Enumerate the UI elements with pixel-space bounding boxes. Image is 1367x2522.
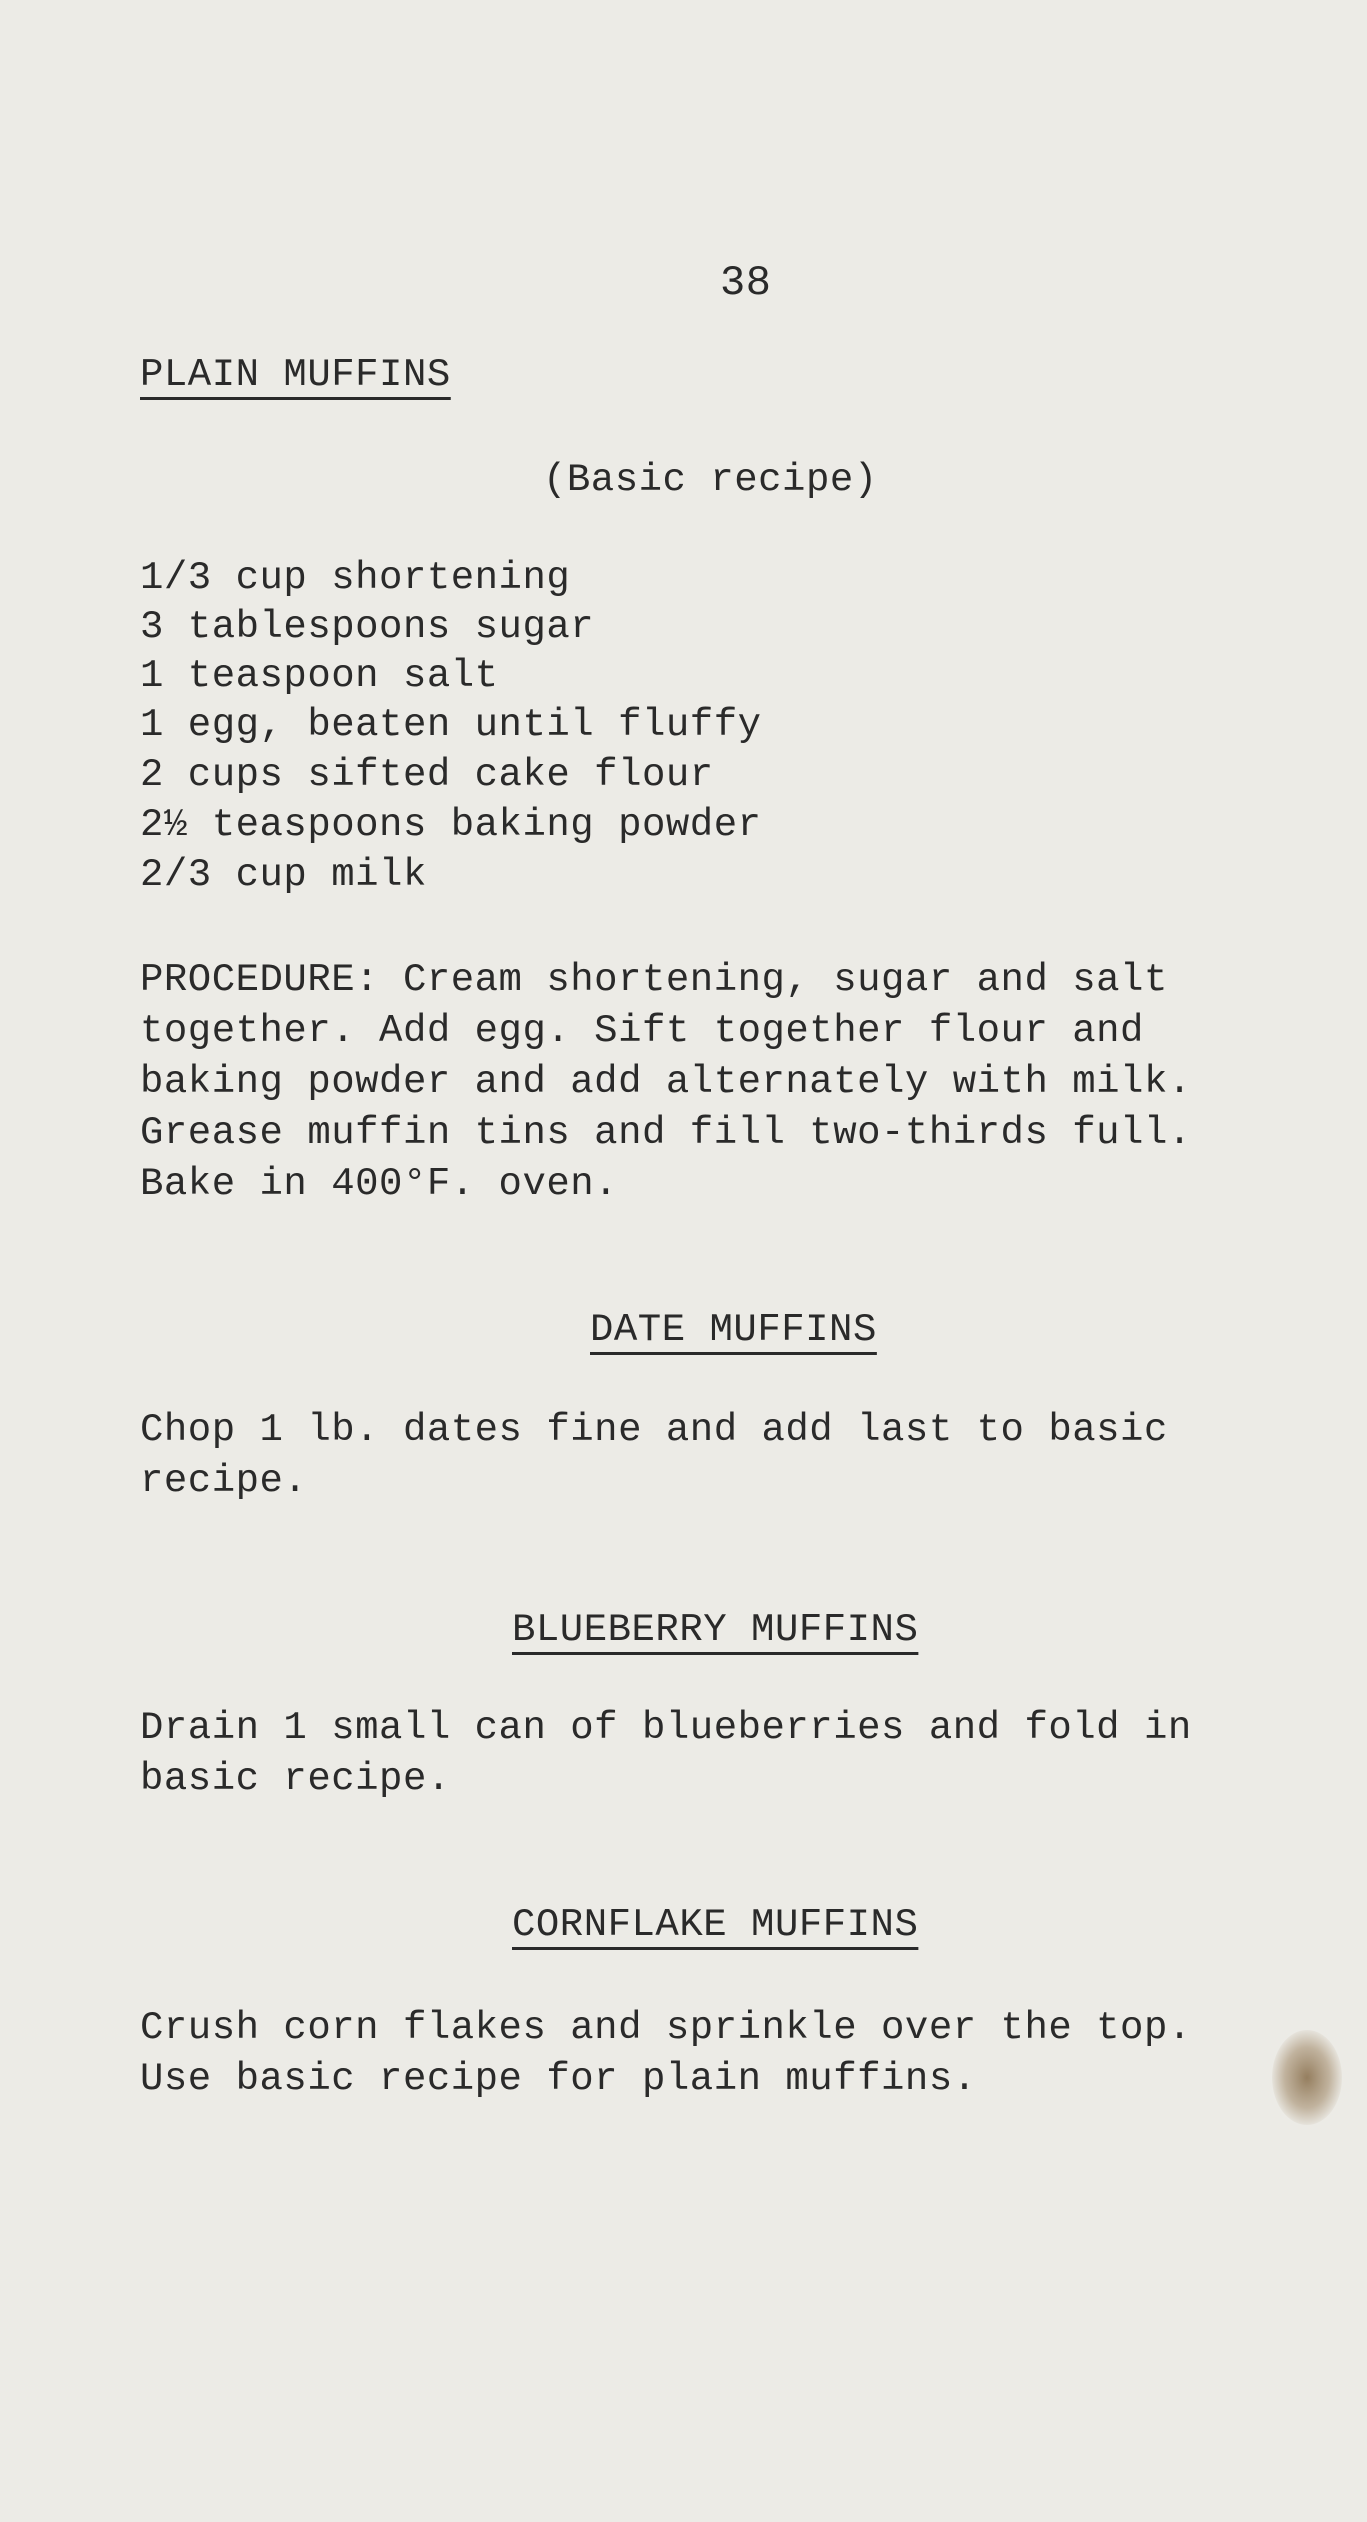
stain-mark [1272,2030,1342,2125]
procedure-line: together. Add egg. Sift together flour and [140,1009,1144,1053]
cornflake-muffins-title: CORNFLAKE MUFFINS [512,1903,919,1947]
ingredient-item: 3 tablespoons sugar [140,605,595,649]
cornflake-muffins-line: Crush corn flakes and sprinkle over the top. [140,2006,1192,2050]
ingredient-item: 1 egg, beaten until fluffy [140,703,762,747]
blueberry-muffins-line: basic recipe. [140,1757,451,1801]
date-muffins-title: DATE MUFFINS [590,1308,877,1352]
procedure-line: Grease muffin tins and fill two-thirds full. [140,1111,1192,1155]
date-muffins-line: Chop 1 lb. dates fine and add last to basic [140,1408,1168,1452]
page-number: 38 [720,259,772,307]
plain-muffins-title: PLAIN MUFFINS [140,353,451,397]
ingredient-item: 1 teaspoon salt [140,654,499,698]
ingredient-item: 2/3 cup milk [140,853,427,897]
date-muffins-line: recipe. [140,1459,308,1503]
procedure-line: Bake in 400°F. oven. [140,1162,619,1206]
procedure-line: PROCEDURE: Cream shortening, sugar and salt [140,958,1168,1002]
procedure-line: baking powder and add alternately with milk. [140,1060,1192,1104]
ingredient-item: 2½ teaspoons baking powder [140,803,762,847]
ingredient-item: 1/3 cup shortening [140,556,571,600]
blueberry-muffins-line: Drain 1 small can of blueberries and fold in [140,1706,1192,1750]
plain-muffins-subtitle: (Basic recipe) [543,458,878,502]
cornflake-muffins-line: Use basic recipe for plain muffins. [140,2057,977,2101]
ingredient-item: 2 cups sifted cake flour [140,753,714,797]
blueberry-muffins-title: BLUEBERRY MUFFINS [512,1608,919,1652]
